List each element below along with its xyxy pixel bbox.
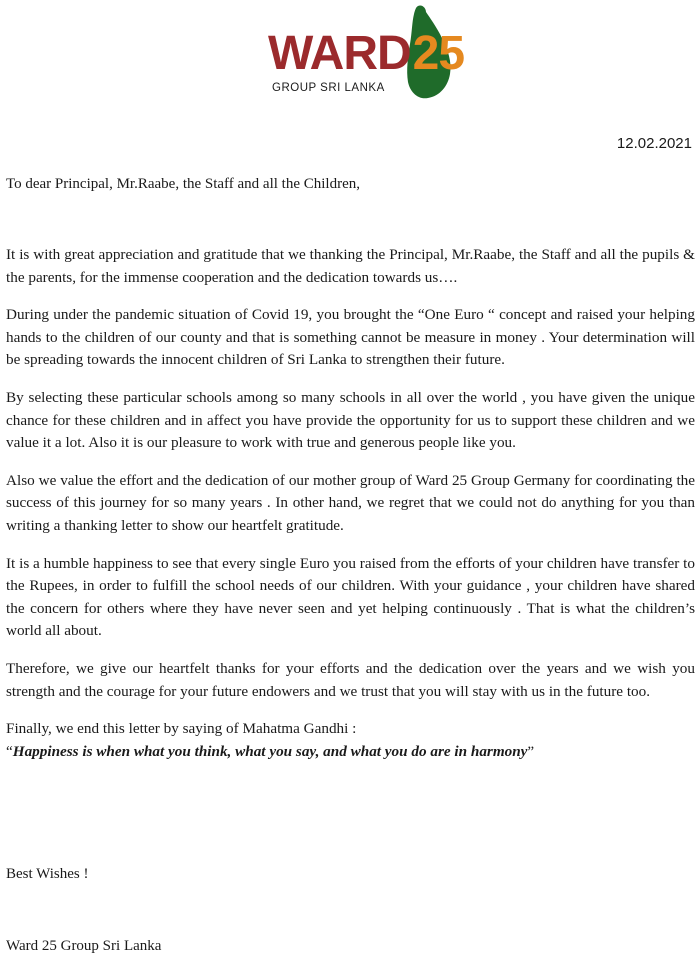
closing: Best Wishes ! xyxy=(6,866,89,882)
quote-close-mark: ” xyxy=(527,742,535,760)
gandhi-quote xyxy=(6,741,695,764)
logo-wordmark xyxy=(268,27,465,80)
paragraph: It is with great appreciation and gratitude that we thanking the Principal, Mr.Raabe, the Staff and all the pupils & the parents, for the immense cooperation and the dedication towards us…. xyxy=(6,246,695,286)
quote-text: Happiness is when what you think, what you say, and what you do are in harmony xyxy=(12,742,528,760)
paragraph: Therefore, we give our heartfelt thanks for your efforts and the dedication over the years and we wish you strength and the courage for your future endowers and we trust that you will stay with us in the future too. xyxy=(6,659,695,700)
paragraph: During under the pandemic situation of Covid 19, you brought the “One Euro “ concept and raised your helping hands to the children of our county and that is something cannot be measure in money . Your determination will be spreading towards the innocent children of Sri Lanka to strengthen their future. xyxy=(6,306,695,369)
logo-word: WARD xyxy=(268,27,411,80)
quote-intro: Finally, we end this letter by saying of Mahatma Gandhi : xyxy=(6,720,357,738)
quote-open-mark: “ xyxy=(6,742,13,760)
ward25-logo xyxy=(262,4,465,100)
signature: Ward 25 Group Sri Lanka xyxy=(6,938,162,954)
paragraph: It is a humble happiness to see that every single Euro you raised from the efforts of your children have transfer to the Rupees, in order to fulfill the school needs of our children. With your guidance , your children have shared the concern for others where they have never seen and yet helping continuously . That is what the children’s world all about. xyxy=(6,554,695,640)
logo-subtitle: GROUP SRI LANKA xyxy=(272,82,385,94)
salutation: To dear Principal, Mr.Raabe, the Staff and all the Children, xyxy=(6,176,360,192)
paragraph: Also we value the effort and the dedication of our mother group of Ward 25 Group Germany for coordinating the success of this journey for so many years . In other hand, we regret that we could not do anything for you than writing a thanking letter to show our heartfelt gratitude. xyxy=(6,471,695,534)
paragraph: By selecting these particular schools among so many schools in all over the world , you have given the unique chance for these children and in affect you have provide the opportunity for us to support these children and we value it a lot. Also it is our pleasure to work with true and generous people like you. xyxy=(6,388,695,452)
logo-number: 25 xyxy=(412,27,465,80)
letter-body xyxy=(6,244,695,763)
letter-date: 12.02.2021 xyxy=(616,135,692,152)
